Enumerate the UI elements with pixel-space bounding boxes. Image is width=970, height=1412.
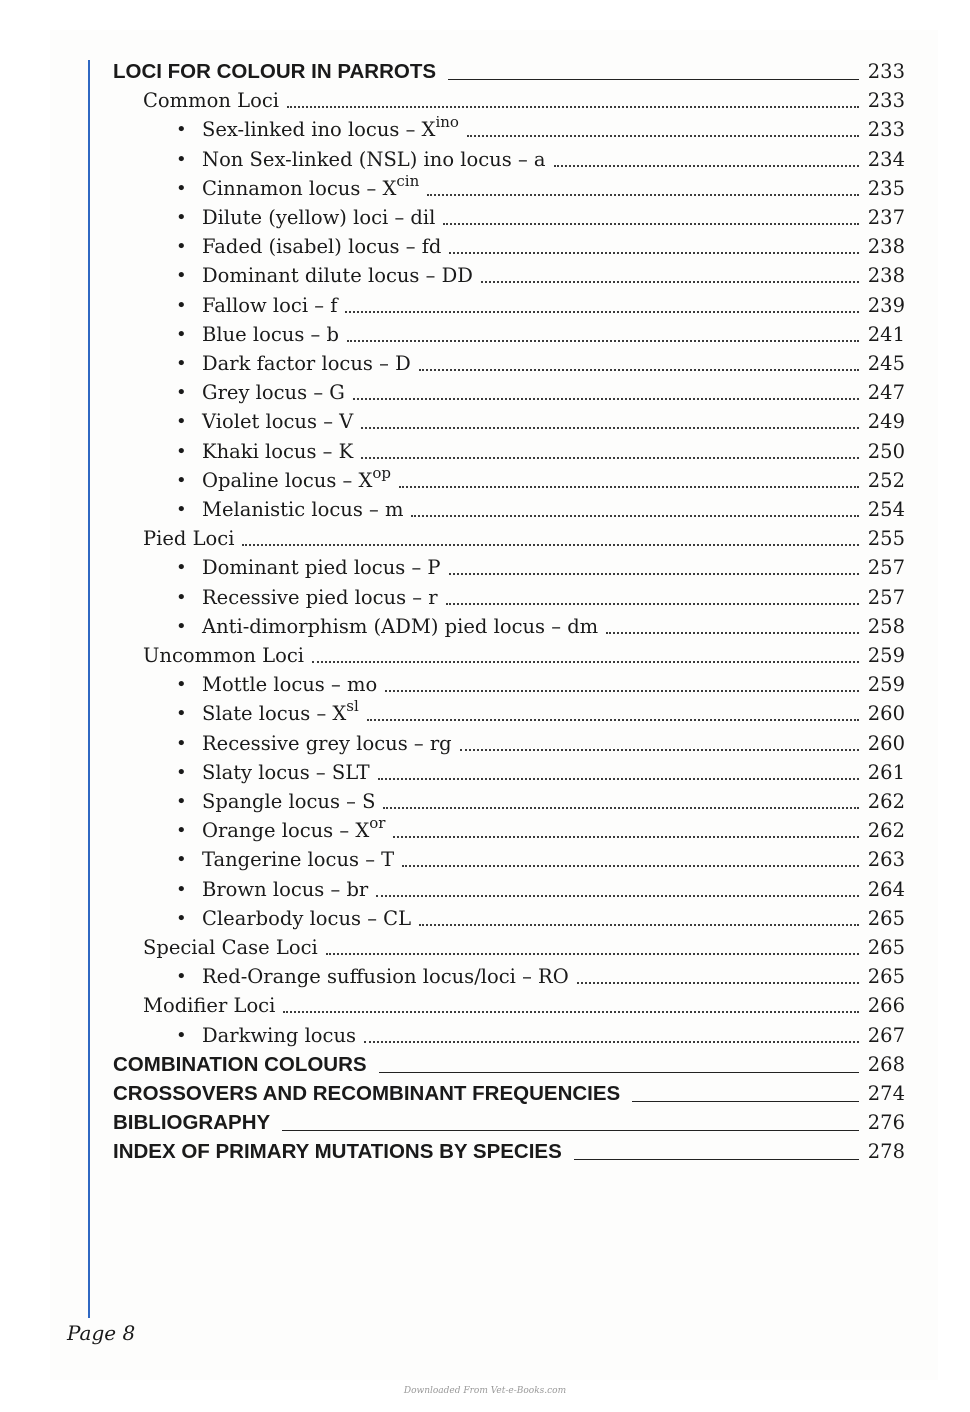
bullet-icon: • (176, 966, 187, 988)
toc-page-number: 245 (867, 352, 905, 375)
toc-entry[interactable] (176, 874, 905, 903)
toc-page-number: 274 (867, 1082, 905, 1105)
bullet-icon: • (176, 411, 187, 433)
bullet-icon: • (176, 907, 187, 929)
leader-dots (242, 544, 859, 546)
locus-superscript: ino (435, 113, 459, 132)
leader-line (574, 1159, 859, 1160)
toc-entry-label (202, 234, 441, 260)
toc-entry-label (202, 351, 411, 377)
toc-page-number: 233 (867, 118, 905, 142)
toc-page-number: 261 (867, 760, 905, 784)
leader-dots (443, 223, 859, 225)
toc-page-number: 265 (867, 906, 905, 930)
locus-superscript: op (372, 463, 391, 482)
bullet-icon: • (176, 440, 187, 462)
toc-page-number: 268 (867, 1052, 905, 1076)
toc-entry-label (143, 526, 234, 552)
toc-entry[interactable] (176, 669, 905, 698)
bullet-icon: • (176, 557, 187, 579)
leader-dots (287, 106, 859, 108)
toc-entry[interactable] (176, 377, 905, 406)
bullet-icon: • (176, 236, 187, 258)
toc-entry-text: Darkwing locus (202, 1023, 357, 1047)
toc-page-number: 265 (867, 936, 905, 959)
toc-entry-text: Red-Orange suffusion locus/loci – RO (202, 965, 569, 989)
toc-page-number: 239 (867, 293, 905, 317)
toc-entry-text: Grey locus – G (202, 381, 345, 405)
bullet-icon: • (176, 382, 187, 404)
toc-entry-text: COMBINATION COLOURS (113, 1052, 367, 1076)
toc-entry-text: Special Case Loci (143, 936, 318, 959)
leader-dots (364, 1041, 859, 1043)
toc-entry[interactable] (176, 436, 905, 465)
toc-entry-label (202, 877, 368, 903)
bullet-icon: • (176, 878, 187, 900)
toc-entry-text: Dominant pied locus – P (202, 556, 441, 580)
toc-entry[interactable] (113, 1136, 905, 1165)
toc-entry[interactable] (176, 582, 905, 611)
toc-entry[interactable] (143, 990, 905, 1019)
toc-entry-label (202, 205, 435, 231)
toc-entry[interactable] (113, 1049, 905, 1078)
toc-page-number: 249 (867, 410, 905, 434)
toc-entry-text: Modifier Loci (143, 994, 276, 1018)
toc-entry[interactable] (176, 290, 905, 319)
toc-entry-label (202, 1023, 356, 1049)
toc-entry[interactable] (176, 202, 905, 231)
toc-entry-text: Slaty locus – SLT (202, 760, 370, 784)
toc-entry-text: LOCI FOR COLOUR IN PARROTS (113, 60, 437, 83)
toc-entry-label (202, 789, 375, 815)
toc-entry-label (202, 847, 394, 873)
toc-page-number: 264 (867, 877, 905, 901)
toc-entry-label (202, 171, 420, 202)
toc-entry[interactable] (176, 144, 905, 173)
leader-dots (376, 895, 859, 897)
leader-dots (367, 719, 859, 721)
toc-entry-label (202, 697, 359, 727)
toc-entry-text: Khaki locus – K (202, 439, 354, 463)
leader-dots (361, 427, 859, 429)
leader-dots (345, 311, 859, 313)
toc-entry-text: Fallow loci – f (202, 293, 338, 317)
leader-dots (481, 281, 859, 283)
toc-entry-text: Common Loci (143, 89, 279, 113)
toc-entry-label (202, 964, 569, 990)
bullet-icon: • (176, 732, 187, 754)
toc-entry-label (202, 672, 377, 698)
leader-dots (577, 982, 859, 984)
toc-entry-label (202, 322, 339, 348)
leader-line (632, 1101, 859, 1102)
toc-entry[interactable] (176, 494, 905, 523)
leader-dots (467, 135, 859, 137)
bullet-icon: • (176, 615, 187, 637)
toc-entry-text: Slate locus – X (202, 702, 347, 726)
toc-entry-label (202, 497, 403, 523)
leader-dots (347, 340, 859, 342)
toc-entry-text: Uncommon Loci (143, 644, 304, 667)
toc-entry-text: Clearbody locus – CL (202, 906, 412, 930)
locus-superscript: cin (396, 171, 420, 190)
leader-dots (606, 632, 859, 634)
toc-entry-label (143, 88, 279, 114)
toc-page-number: 259 (867, 673, 905, 697)
toc-entry-label (202, 439, 353, 465)
watermark: Downloaded From Vet-e-Books.com (403, 1386, 567, 1396)
toc-entry-label (202, 906, 411, 932)
toc-page-number: 278 (867, 1140, 905, 1164)
bullet-icon: • (176, 849, 187, 871)
toc-entry-text: Brown locus – br (202, 877, 369, 901)
leader-dots (283, 1011, 859, 1013)
toc-page-number: 233 (867, 89, 905, 113)
toc-entry[interactable] (176, 1020, 905, 1049)
bullet-icon: • (176, 1024, 187, 1046)
toc-entry[interactable] (176, 757, 905, 786)
toc-entry-label (202, 380, 345, 406)
toc-entry-label (202, 409, 353, 435)
toc-entry-label (202, 585, 438, 611)
toc-entry-text: Dilute (yellow) loci – dil (202, 206, 436, 229)
toc-entry[interactable] (176, 698, 905, 727)
toc-entry-text: Recessive pied locus – r (202, 585, 438, 609)
bullet-icon: • (176, 761, 187, 783)
leader-dots (446, 603, 859, 605)
bullet-icon: • (176, 674, 187, 696)
toc-page-number: 254 (867, 498, 905, 521)
toc-page-number: 237 (867, 206, 905, 229)
toc-entry-text: Mottle locus – mo (202, 673, 378, 697)
toc-page-number: 241 (867, 322, 905, 346)
toc-entry[interactable] (176, 260, 905, 289)
locus-superscript: sl (346, 697, 359, 716)
bullet-icon: • (176, 703, 187, 725)
bullet-icon: • (176, 207, 187, 228)
toc-entry-label (202, 814, 386, 844)
toc-entry-text: Anti-dimorphism (ADM) pied locus – dm (202, 614, 599, 638)
toc-entry[interactable] (176, 465, 905, 494)
toc-entry[interactable] (176, 173, 905, 202)
toc-entry[interactable] (176, 844, 905, 873)
toc-entry[interactable] (176, 319, 905, 348)
toc-page-number: 257 (867, 585, 905, 609)
toc-entry-text: BIBLIOGRAPHY (113, 1111, 271, 1135)
toc-page-number: 235 (867, 176, 905, 200)
leader-dots (326, 953, 859, 955)
toc-entry-text: CROSSOVERS AND RECOMBINANT FREQUENCIES (113, 1082, 621, 1105)
leader-line (379, 1072, 859, 1073)
toc-entry-text: Dominant dilute locus – DD (202, 264, 473, 288)
toc-entry[interactable] (176, 961, 905, 990)
bullet-icon: • (176, 586, 187, 608)
toc-page-number: 255 (867, 527, 905, 551)
toc-page-number: 263 (867, 848, 905, 872)
toc-entry-label (202, 731, 452, 757)
toc-page-number: 265 (867, 965, 905, 989)
locus-superscript: or (369, 814, 386, 833)
toc-entry[interactable] (113, 1078, 905, 1107)
bullet-icon: • (176, 499, 187, 520)
toc-entry-label (113, 1139, 562, 1165)
leader-dots (427, 194, 859, 196)
toc-entry-text: Melanistic locus – m (202, 498, 404, 521)
toc-entry-label (202, 614, 598, 640)
toc-page-number: 233 (867, 60, 905, 83)
toc-entry-text: Violet locus – V (202, 410, 354, 434)
bullet-icon: • (176, 820, 187, 842)
bullet-icon: • (176, 294, 187, 316)
leader-dots (385, 690, 859, 692)
toc-entry[interactable] (143, 523, 905, 552)
toc-page-number: 262 (867, 819, 905, 843)
leader-dots (554, 165, 859, 167)
leader-dots (383, 807, 859, 809)
bullet-icon: • (176, 323, 187, 345)
leader-dots (393, 836, 859, 838)
toc-entry-text: Faded (isabel) locus – fd (202, 235, 442, 259)
toc-entry-text: Recessive grey locus – rg (202, 731, 452, 755)
toc-entry-text: Orange locus – X (202, 819, 370, 843)
toc-entry[interactable] (143, 640, 905, 669)
toc-entry[interactable] (176, 406, 905, 435)
leader-dots (411, 515, 859, 517)
toc-entry-label (143, 993, 275, 1019)
toc-page-number: 267 (867, 1023, 905, 1047)
toc-entry-label (113, 1110, 270, 1136)
toc-entry[interactable] (176, 348, 905, 377)
bullet-icon: • (176, 148, 187, 170)
toc-entry-label (143, 643, 304, 669)
toc-page-number: 266 (867, 994, 905, 1018)
toc-entry[interactable] (143, 932, 905, 961)
toc-entry-text: Cinnamon locus – X (202, 176, 397, 200)
leader-line (282, 1130, 859, 1131)
toc-page-number: 247 (867, 381, 905, 405)
toc-entry-label (202, 463, 391, 494)
toc-entry-text: Non Sex-linked (NSL) ino locus – a (202, 147, 546, 171)
bullet-icon: • (176, 469, 187, 491)
toc-entry-label (113, 1081, 620, 1107)
toc-page-number: 252 (867, 468, 905, 492)
toc-page-number: 238 (867, 264, 905, 288)
toc-entry-label (202, 293, 337, 319)
toc-page-number: 260 (867, 731, 905, 755)
toc-entry-text: Opaline locus – X (202, 468, 373, 492)
toc-page-number: 276 (867, 1111, 905, 1135)
toc-page-number: 259 (867, 644, 905, 667)
toc-entry-label (202, 760, 370, 786)
bullet-icon: • (176, 177, 187, 199)
toc-entry[interactable] (113, 1107, 905, 1136)
leader-dots (378, 778, 859, 780)
toc-entry[interactable] (176, 786, 905, 815)
leader-line (448, 79, 859, 80)
leader-dots (460, 749, 859, 751)
leader-dots (353, 398, 859, 400)
toc-page-number: 260 (867, 702, 905, 726)
bullet-icon: • (176, 119, 187, 141)
toc-entry[interactable] (176, 903, 905, 932)
toc-entry-label (143, 935, 318, 961)
toc-entry-text: INDEX OF PRIMARY MUTATIONS BY SPECIES (113, 1140, 562, 1164)
toc-entry-label (113, 59, 436, 85)
toc-entry-label (113, 1052, 367, 1078)
toc-entry-label (202, 113, 459, 143)
toc-entry-label (202, 147, 546, 173)
toc-entry-text: Spangle locus – S (202, 790, 376, 813)
toc-entry-text: Dark factor locus – D (202, 352, 411, 375)
toc-entry[interactable] (176, 815, 905, 844)
toc-entry-text: Pied Loci (143, 527, 235, 551)
toc-page-number: 234 (867, 147, 905, 171)
toc-entry[interactable] (176, 552, 905, 581)
toc-entry[interactable] (176, 114, 905, 143)
toc-entry[interactable] (176, 611, 905, 640)
toc-entry-text: Sex-linked ino locus – X (202, 118, 436, 142)
toc-entry[interactable] (143, 85, 905, 114)
bullet-icon: • (176, 791, 187, 812)
toc-entry[interactable] (113, 56, 905, 85)
leader-dots (419, 369, 859, 371)
bullet-icon: • (176, 353, 187, 374)
toc-page-number: 262 (867, 790, 905, 813)
leader-dots (361, 457, 859, 459)
toc-entry[interactable] (176, 728, 905, 757)
toc-entry[interactable] (176, 231, 905, 260)
margin-rule (88, 60, 90, 1318)
bullet-icon: • (176, 265, 187, 287)
toc-entry-text: Tangerine locus – T (202, 848, 395, 872)
toc-entry-label (202, 555, 441, 581)
toc-page-number: 250 (867, 439, 905, 463)
toc-page-number: 238 (867, 235, 905, 259)
toc-entry-label (202, 263, 473, 289)
page-number: Page 8 (67, 1321, 136, 1345)
leader-dots (419, 924, 859, 926)
toc-entry-text: Blue locus – b (202, 322, 339, 346)
leader-dots (312, 661, 859, 663)
toc-page-number: 258 (867, 614, 905, 638)
leader-dots (449, 252, 859, 254)
leader-dots (402, 865, 859, 867)
leader-dots (449, 573, 859, 575)
leader-dots (399, 486, 859, 488)
toc-page-number: 257 (867, 556, 905, 580)
